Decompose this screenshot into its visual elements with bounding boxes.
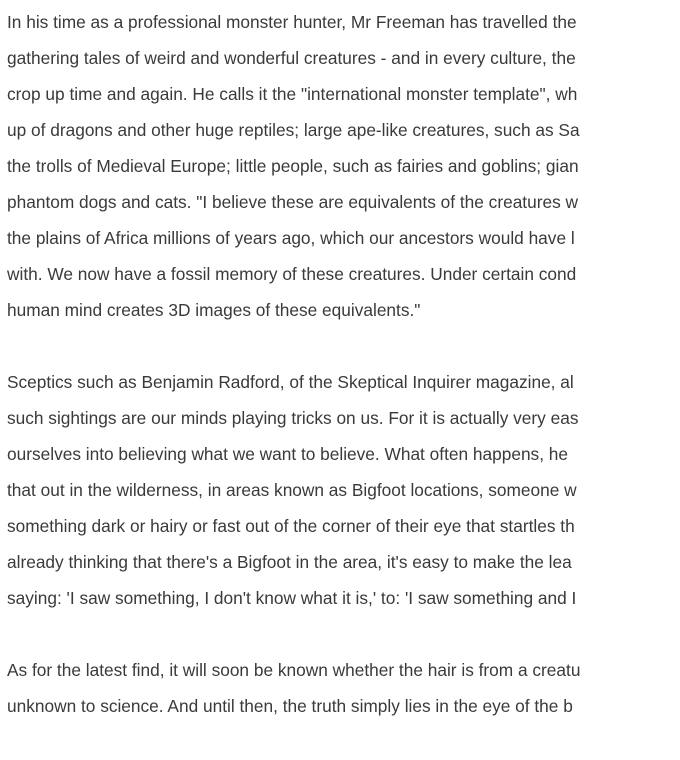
text-line: ourselves into believing what we want to believe. What often happens, he (7, 444, 569, 464)
text-line: crop up time and again. He calls it the "international monster template", wh (7, 84, 578, 104)
paragraph-monster-template (7, 4, 680, 328)
text-line: phantom dogs and cats. "I believe these are equivalents of the creatures w (7, 192, 578, 212)
text-line: unknown to science. And until then, the truth simply lies in the eye of the b (7, 696, 573, 716)
text-line: with. We now have a fossil memory of these creatures. Under certain cond (7, 264, 577, 284)
text-line: that out in the wilderness, in areas known as Bigfoot locations, someone w (7, 480, 577, 500)
paragraph-sceptics (7, 364, 680, 616)
text-line: the trolls of Medieval Europe; little people, such as fairies and goblins; gian (7, 156, 579, 176)
text-line: the plains of Africa millions of years ago, which our ancestors would have l (7, 228, 575, 248)
text-line: already thinking that there's a Bigfoot in the area, it's easy to make the lea (7, 552, 572, 572)
text-line: In his time as a professional monster hunter, Mr Freeman has travelled the (7, 12, 577, 32)
text-line: such sightings are our minds playing tricks on us. For it is actually very eas (7, 408, 579, 428)
text-line: something dark or hairy or fast out of the corner of their eye that startles th (7, 516, 575, 536)
text-line: human mind creates 3D images of these equivalents." (7, 300, 421, 320)
text-line: Sceptics such as Benjamin Radford, of the Skeptical Inquirer magazine, al (7, 372, 574, 392)
text-line: gathering tales of weird and wonderful creatures - and in every culture, the (7, 48, 576, 68)
article-body (7, 4, 680, 760)
paragraph-latest-find (7, 652, 680, 724)
text-line: As for the latest find, it will soon be known whether the hair is from a creatu (7, 660, 581, 680)
text-line: up of dragons and other huge reptiles; large ape-like creatures, such as Sa (7, 120, 580, 140)
text-line: saying: 'I saw something, I don't know what it is,' to: 'I saw something and I (7, 588, 577, 608)
